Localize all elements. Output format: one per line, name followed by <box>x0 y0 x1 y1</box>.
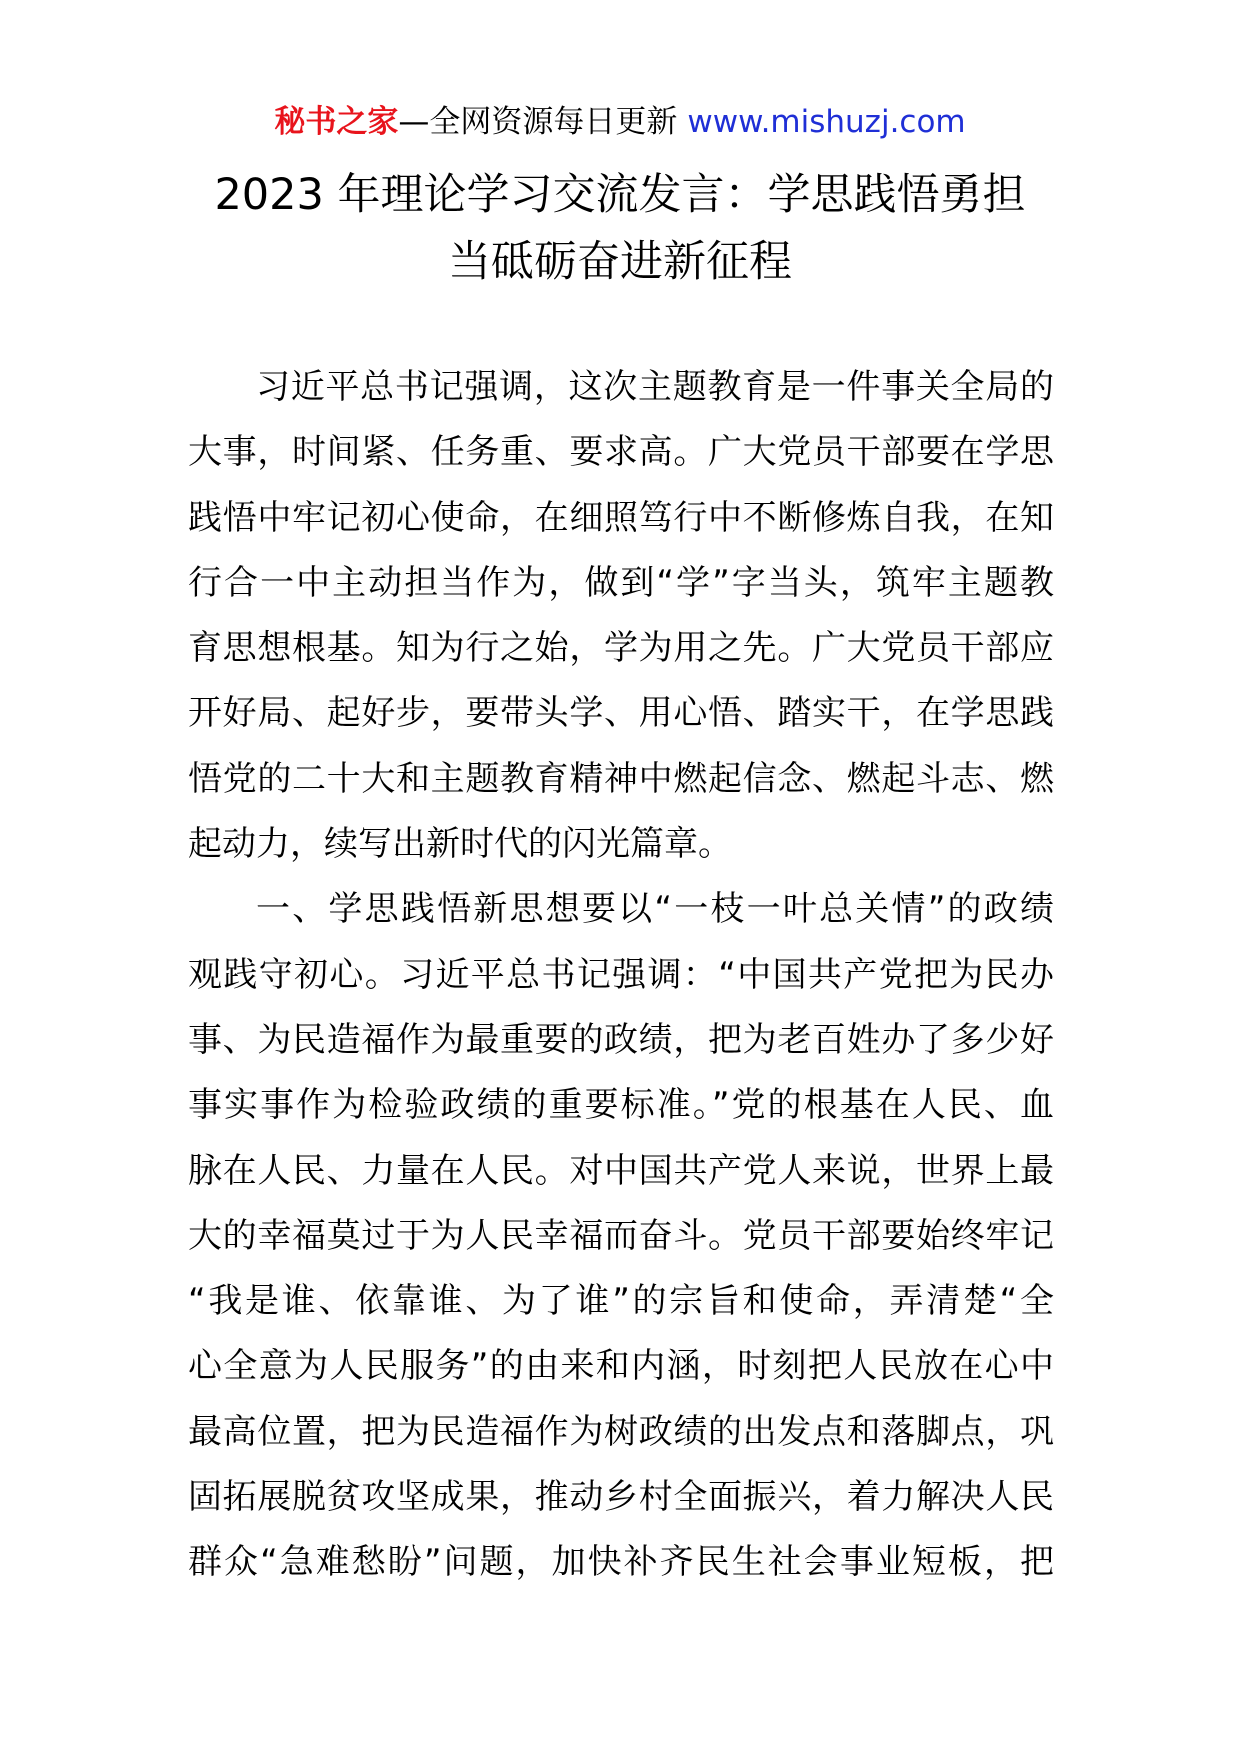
paragraph-line: 观践守初心。习近平总书记强调：“中国共产党把为民办 <box>188 954 1054 995</box>
paragraph-line: 群众“急难愁盼”问题，加快补齐民生社会事业短板，把 <box>188 1542 1054 1583</box>
paragraph-line: 大事，时间紧、任务重、要求高。广大党员干部要在学思 <box>188 432 1054 473</box>
document-title <box>150 162 1090 296</box>
site-tagline: —全网资源每日更新 <box>398 104 678 140</box>
site-header <box>0 100 1240 144</box>
paragraph-line: 脉在人民、力量在人民。对中国共产党人来说，世界上最 <box>188 1150 1054 1191</box>
paragraph-line: “我是谁、依靠谁、为了谁”的宗旨和使命，弄清楚“全 <box>188 1281 1054 1322</box>
site-url-link[interactable]: www.mishuzj.com <box>687 104 966 140</box>
title-line-2: 当砥砺奋进新征程 <box>448 237 792 287</box>
paragraph-line: 固拓展脱贫攻坚成果，推动乡村全面振兴，着力解决人民 <box>188 1477 1054 1518</box>
document-body <box>188 355 1054 1596</box>
paragraph-line: 一、学思践悟新思想要以“一枝一叶总关情”的政绩 <box>256 889 1054 930</box>
paragraph-line: 践悟中牢记初心使命，在细照笃行中不断修炼自我，在知 <box>188 497 1054 538</box>
paragraph-line: 育思想根基。知为行之始，学为用之先。广大党员干部应 <box>188 628 1054 669</box>
paragraph-line: 大的幸福莫过于为人民幸福而奋斗。党员干部要始终牢记 <box>188 1215 1054 1256</box>
paragraph-section-one <box>188 877 1054 1595</box>
paragraph-line: 起动力，续写出新时代的闪光篇章。 <box>188 824 732 865</box>
paragraph-line: 事、为民造福作为最重要的政绩，把为老百姓办了多少好 <box>188 1019 1054 1060</box>
paragraph-line: 行合一中主动担当作为，做到“学”字当头，筑牢主题教 <box>188 562 1054 603</box>
paragraph-line: 开好局、起好步，要带头学、用心悟、踏实干，在学思践 <box>188 693 1054 734</box>
title-line-1: 2023 年理论学习交流发言：学思践悟勇担 <box>214 170 1026 220</box>
paragraph-line: 事实事作为检验政绩的重要标准。”党的根基在人民、血 <box>188 1085 1054 1126</box>
paragraph-line: 心全意为人民服务”的由来和内涵，时刻把人民放在心中 <box>188 1346 1054 1387</box>
paragraph-line: 最高位置，把为民造福作为树政绩的出发点和落脚点，巩 <box>188 1411 1054 1452</box>
paragraph-line: 悟党的二十大和主题教育精神中燃起信念、燃起斗志、燃 <box>188 758 1054 799</box>
paragraph-line: 习近平总书记强调，这次主题教育是一件事关全局的 <box>256 367 1054 407</box>
paragraph-intro <box>188 355 1054 877</box>
site-brand[interactable]: 秘书之家 <box>274 104 399 140</box>
